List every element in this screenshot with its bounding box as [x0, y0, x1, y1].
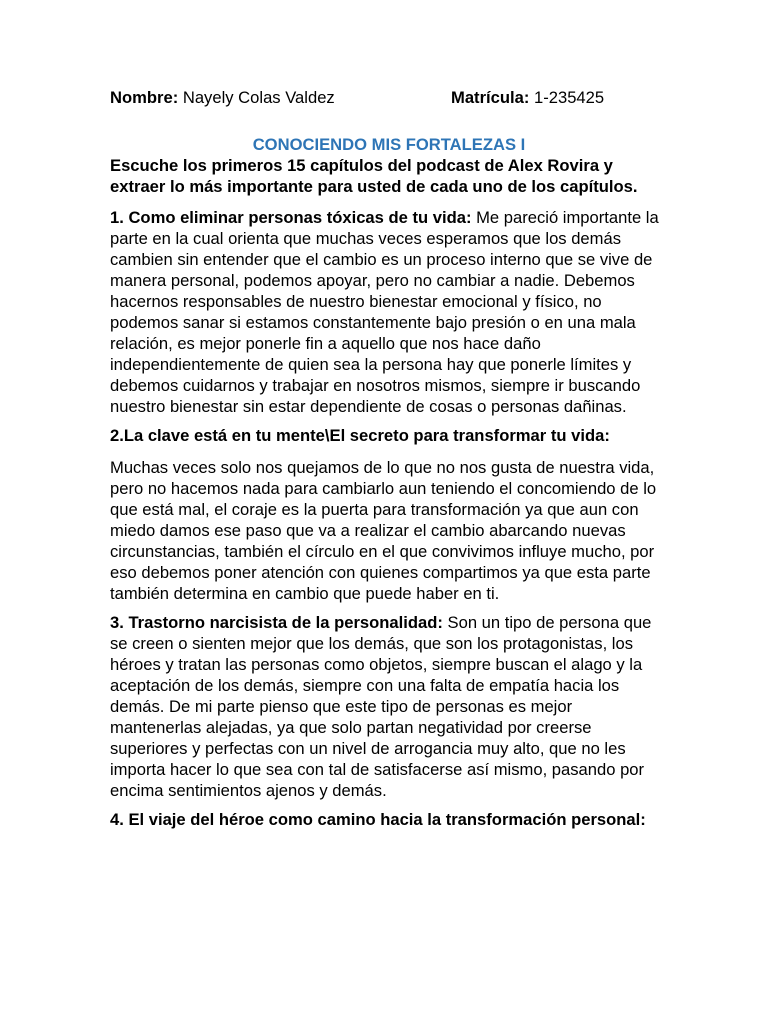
id-label: Matrícula:	[451, 88, 530, 107]
section-1-body: Me pareció importante la parte en la cual orienta que muchas veces esperamos que los demás cambien sin entender que el cambio es un proceso interno que se vive de manera personal, podemos apoyar, pero no cambiar a nadie. Debemos hacernos responsables de nuestro bienestar emocional y físico, no podemos sanar si estamos constantemente bajo presión o en una mala relación, es mejor ponerle fin a aquello que nos hace daño independientemente de quien sea la persona hay que ponerle límites y debemos cuidarnos y trabajar en nosotros mismos, siempre ir buscando nuestro bienestar sin estar dependiente de cosas o personas dañinas.	[110, 208, 659, 416]
section-3-body: Son un tipo de persona que se creen o sienten mejor que los demás, que son los protagonistas, los héroes y tratan las personas como objetos, siempre buscan el alago y la aceptación de los demás, siempre con una falta de empatía hacia los demás. De mi parte pienso que este tipo de personas es mejor mantenerlas alejadas, ya que solo partan negatividad por creerse superiores y perfectas con un nivel de arrogancia muy alto, que no les importa hacer lo que sea con tal de satisfacerse así mismo, pasando por encima sentimientos ajenos y demás.	[110, 613, 652, 800]
student-id	[451, 87, 604, 109]
instructions-text: Escuche los primeros 15 capítulos del podcast de Alex Rovira y extraer lo más importante para usted de cada uno de los capítulos.	[110, 156, 638, 196]
document-title: CONOCIENDO MIS FORTALEZAS I	[252, 135, 526, 154]
section-2-heading: 2.La clave está en tu mente\El secreto para transformar tu vida:	[110, 426, 610, 445]
section-3	[110, 612, 668, 801]
section-2-body: Muchas veces solo nos quejamos de lo que no nos gusta de nuestra vida, pero no hacemos nada para cambiarlo aun teniendo el concomiendo de lo que está mal, el coraje es la puerta para transformación ya que aun con miedo damos ese paso que va a realizar el cambio abarcando nuevas circunstancias, también el círculo en el que convivimos influye mucho, por eso debemos poner atención con quienes compartimos ya que esta parte también determina en cambio que puede haber en ti.	[110, 458, 657, 603]
section-4	[110, 809, 668, 830]
section-1	[110, 207, 668, 417]
student-name	[110, 87, 451, 109]
name-value: Nayely Colas Valdez	[178, 88, 335, 107]
section-1-heading: 1. Como eliminar personas tóxicas de tu vida:	[110, 208, 472, 227]
document-header	[110, 87, 668, 109]
id-value: 1-235425	[529, 88, 605, 107]
section-4-heading: 4. El viaje del héroe como camino hacia la transformación personal:	[110, 810, 646, 829]
name-label: Nombre:	[110, 88, 179, 107]
section-3-heading: 3. Trastorno narcisista de la personalidad:	[110, 613, 443, 632]
